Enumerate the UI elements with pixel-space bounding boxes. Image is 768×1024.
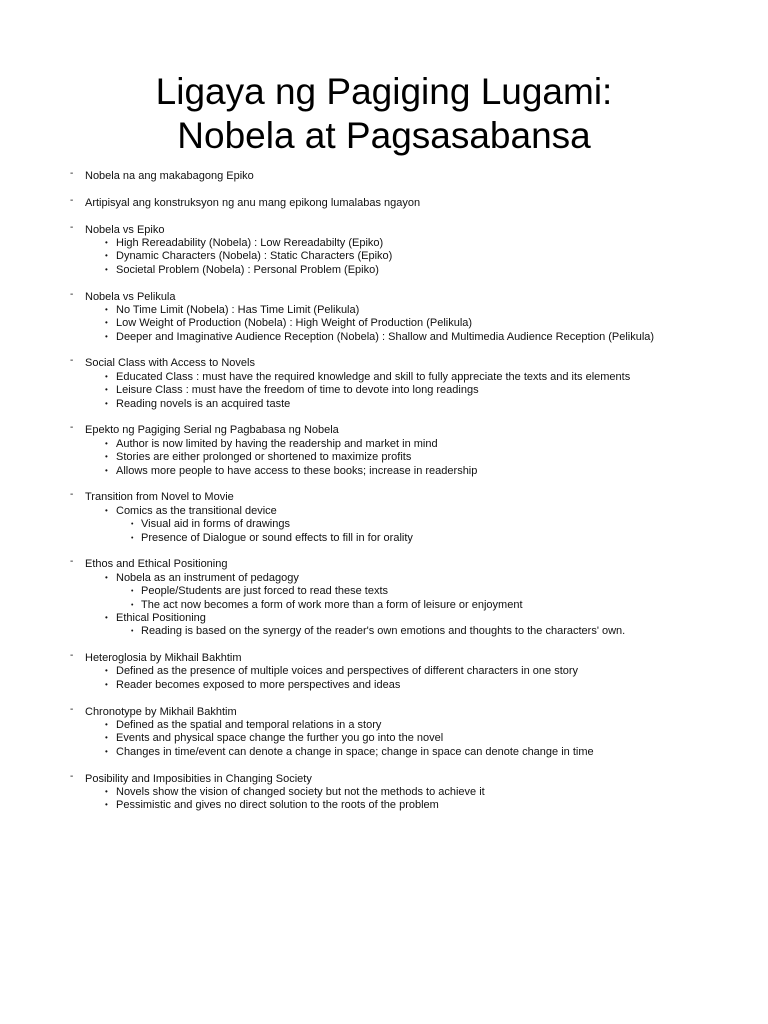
list-item bbox=[70, 665, 750, 678]
outline-section bbox=[70, 424, 750, 478]
section-heading-text: Heteroglosia by Mikhail Bakhtim bbox=[85, 652, 242, 665]
list-item bbox=[70, 331, 750, 344]
list-item bbox=[70, 371, 750, 384]
section-heading-text: Epekto ng Pagiging Serial ng Pagbabasa ng Nobela bbox=[85, 424, 339, 437]
section-heading bbox=[70, 424, 750, 437]
bullet-icon: • bbox=[105, 800, 108, 810]
dash-marker: - bbox=[70, 489, 74, 501]
list-item bbox=[70, 264, 750, 277]
list-item-text: Dynamic Characters (Nobela) : Static Characters (Epiko) bbox=[116, 250, 393, 263]
outline-section bbox=[70, 558, 750, 638]
section-heading bbox=[70, 558, 750, 571]
section-heading-text: Transition from Novel to Movie bbox=[85, 491, 234, 504]
list-item bbox=[70, 572, 750, 585]
bullet-icon: • bbox=[131, 601, 134, 609]
sub-list-item-text: The act now becomes a form of work more than a form of leisure or enjoyment bbox=[141, 598, 523, 611]
outline-section bbox=[70, 491, 750, 545]
list-item-text: Leisure Class : must have the freedom of time to devote into long readings bbox=[116, 384, 479, 397]
section-heading-text: Artipisyal ang konstruksyon ng anu mang epikong lumalabas ngayon bbox=[85, 196, 421, 209]
section-heading bbox=[70, 703, 750, 719]
list-item-text: Events and physical space change the further you go into the novel bbox=[116, 732, 444, 745]
bullet-icon: • bbox=[105, 452, 108, 462]
list-item-text: High Rereadability (Nobela) : Low Rereadabilty (Epiko) bbox=[116, 236, 384, 249]
list-item bbox=[70, 746, 750, 759]
outline-section bbox=[70, 170, 750, 183]
list-item-text: No Time Limit (Nobela) : Has Time Limit (Pelikula) bbox=[116, 303, 360, 316]
bullet-icon: • bbox=[105, 318, 108, 328]
title-line-1: Ligaya ng Pagiging Lugami: bbox=[155, 71, 613, 112]
bullet-icon: • bbox=[105, 304, 108, 314]
bullet-icon: • bbox=[131, 588, 134, 596]
list-item-text: Pessimistic and gives no direct solution to the roots of the problem bbox=[116, 799, 439, 812]
list-item-text: Educated Class : must have the required knowledge and skill to fully appreciate the texts and its elements bbox=[116, 370, 631, 383]
list-item-text: Defined as the presence of multiple voices and perspectives of different characters in one story bbox=[116, 665, 579, 678]
dash-marker: - bbox=[70, 703, 74, 715]
list-item bbox=[70, 398, 750, 411]
bullet-icon: • bbox=[105, 720, 108, 730]
bullet-icon: • bbox=[105, 786, 108, 796]
list-item bbox=[70, 304, 750, 317]
sub-list-item bbox=[70, 518, 750, 531]
section-heading-text: Ethos and Ethical Positioning bbox=[85, 558, 228, 571]
bullet-icon: • bbox=[105, 331, 108, 341]
list-item bbox=[70, 250, 750, 263]
outline-content bbox=[70, 170, 750, 826]
section-heading bbox=[70, 194, 750, 210]
dash-marker: - bbox=[70, 288, 74, 300]
section-heading bbox=[70, 770, 750, 786]
sub-list-item bbox=[70, 599, 750, 612]
bullet-icon: • bbox=[105, 505, 108, 515]
list-item-text: Allows more people to have access to these books; increase in readership bbox=[116, 464, 478, 477]
section-heading bbox=[70, 357, 750, 370]
dash-marker: - bbox=[70, 221, 74, 233]
list-item-text: Ethical Positioning bbox=[116, 611, 206, 624]
list-item-text: Deeper and Imaginative Audience Reception (Nobela) : Shallow and Multimedia Audience Reception (Pelikula) bbox=[116, 330, 655, 343]
bullet-icon: • bbox=[105, 733, 108, 743]
sub-list-item bbox=[70, 625, 750, 638]
bullet-icon: • bbox=[105, 679, 108, 689]
sub-list-item bbox=[70, 585, 750, 598]
list-item-text: Defined as the spatial and temporal relations in a story bbox=[116, 719, 382, 732]
list-item-text: Changes in time/event can denote a change in space; change in space can denote change in time bbox=[116, 745, 594, 758]
sub-list-item-text: People/Students are just forced to read these texts bbox=[141, 585, 389, 598]
dash-marker: - bbox=[70, 355, 74, 367]
section-heading-text: Social Class with Access to Novels bbox=[85, 357, 255, 370]
outline-section bbox=[70, 221, 750, 278]
bullet-icon: • bbox=[105, 385, 108, 395]
section-heading-text: Posibility and Imposibities in Changing Society bbox=[85, 772, 312, 785]
list-item bbox=[70, 719, 750, 732]
bullet-icon: • bbox=[105, 371, 108, 381]
bullet-icon: • bbox=[105, 438, 108, 448]
section-heading-text: Nobela na ang makabagong Epiko bbox=[85, 170, 254, 182]
section-heading bbox=[70, 491, 750, 504]
outline-section bbox=[70, 770, 750, 813]
list-item bbox=[70, 438, 750, 451]
list-item bbox=[70, 799, 750, 812]
list-item-text: Societal Problem (Nobela) : Personal Problem (Epiko) bbox=[116, 263, 379, 276]
bullet-icon: • bbox=[105, 666, 108, 676]
section-heading bbox=[70, 652, 750, 665]
list-item-text: Nobela as an instrument of pedagogy bbox=[116, 571, 299, 584]
outline-section bbox=[70, 288, 750, 345]
list-item bbox=[70, 451, 750, 464]
bullet-icon: • bbox=[105, 264, 108, 274]
list-item-text: Reader becomes exposed to more perspectives and ideas bbox=[116, 678, 401, 691]
section-heading bbox=[70, 170, 750, 183]
dash-marker: - bbox=[70, 556, 74, 568]
bullet-icon: • bbox=[105, 398, 108, 408]
dash-marker: - bbox=[70, 770, 74, 782]
list-item bbox=[70, 465, 750, 478]
bullet-icon: • bbox=[105, 237, 108, 247]
bullet-icon: • bbox=[131, 521, 134, 529]
list-item bbox=[70, 612, 750, 625]
sub-list-item-text: Visual aid in forms of drawings bbox=[141, 518, 290, 531]
list-item bbox=[70, 384, 750, 397]
dash-marker: - bbox=[70, 650, 74, 662]
section-heading-text: Nobela vs Pelikula bbox=[85, 290, 176, 303]
outline-section bbox=[70, 357, 750, 411]
sub-list-item bbox=[70, 532, 750, 545]
title-line-2: Nobela at Pagsasabansa bbox=[177, 115, 591, 156]
list-item-text: Low Weight of Production (Nobela) : High Weight of Production (Pelikula) bbox=[116, 317, 473, 330]
dash-marker: - bbox=[70, 168, 74, 179]
section-heading bbox=[70, 221, 750, 237]
list-item-text: Stories are either prolonged or shortened to maximize profits bbox=[116, 451, 412, 464]
list-item bbox=[70, 679, 750, 692]
outline-section bbox=[70, 703, 750, 760]
list-item-text: Novels show the vision of changed society but not the methods to achieve it bbox=[116, 785, 485, 798]
list-item-text: Comics as the transitional device bbox=[116, 504, 277, 517]
page-title bbox=[0, 70, 768, 158]
outline-section bbox=[70, 652, 750, 692]
bullet-icon: • bbox=[105, 612, 108, 622]
bullet-icon: • bbox=[131, 534, 134, 542]
list-item-text: Reading novels is an acquired taste bbox=[116, 397, 291, 410]
list-item bbox=[70, 786, 750, 799]
bullet-icon: • bbox=[105, 572, 108, 582]
dash-marker: - bbox=[70, 422, 74, 434]
bullet-icon: • bbox=[105, 465, 108, 475]
list-item bbox=[70, 317, 750, 330]
sub-list-item-text: Presence of Dialogue or sound effects to fill in for orality bbox=[141, 531, 413, 544]
list-item-text: Author is now limited by having the readership and market in mind bbox=[116, 437, 438, 450]
dash-marker: - bbox=[70, 194, 74, 206]
list-item bbox=[70, 237, 750, 250]
bullet-icon: • bbox=[105, 746, 108, 756]
section-heading-text: Nobela vs Epiko bbox=[85, 223, 165, 236]
section-heading-text: Chronotype by Mikhail Bakhtim bbox=[85, 705, 237, 718]
sub-list-item-text: Reading is based on the synergy of the reader's own emotions and thoughts to the characters' own. bbox=[141, 625, 626, 638]
bullet-icon: • bbox=[105, 251, 108, 261]
list-item bbox=[70, 732, 750, 745]
section-heading bbox=[70, 288, 750, 304]
list-item bbox=[70, 505, 750, 518]
outline-section bbox=[70, 194, 750, 210]
bullet-icon: • bbox=[131, 628, 134, 636]
